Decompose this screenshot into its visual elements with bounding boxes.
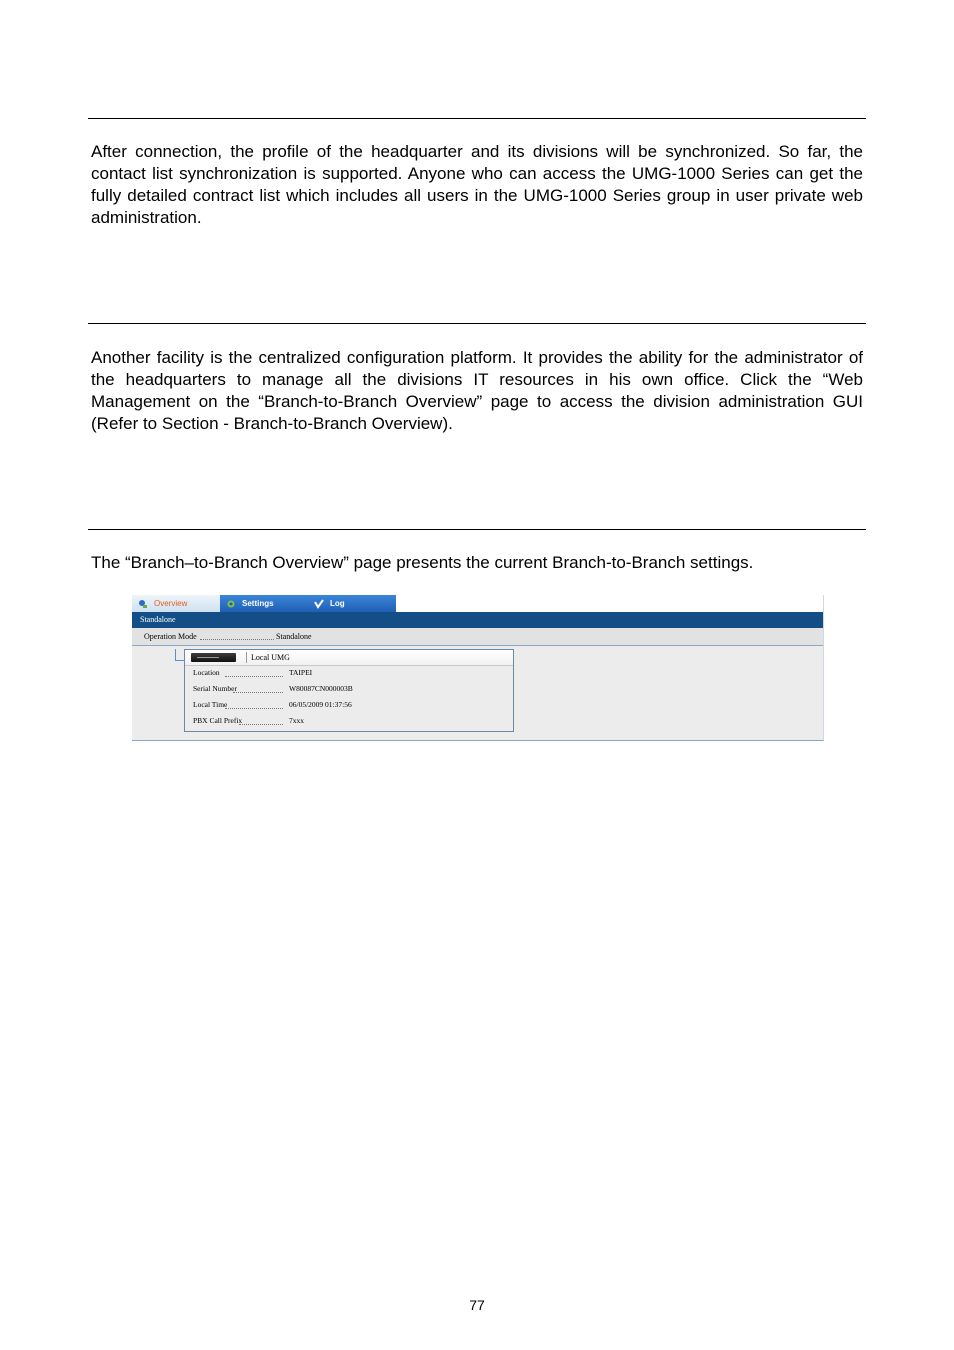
page-number: 77: [469, 1297, 485, 1313]
device-row-local-time: [185, 697, 513, 713]
dotted-leader: [225, 676, 283, 677]
dotted-leader: [225, 708, 283, 709]
operation-mode-value: Standalone: [276, 632, 312, 641]
section-rule-2: [88, 323, 866, 324]
operation-mode-row: [132, 628, 823, 646]
device-row-pbx-prefix: [185, 713, 513, 729]
local-umg-card: [184, 649, 514, 732]
paragraph-config-platform: Another facility is the centralized configuration platform. It provides the ability for the administrator of the headquarters to manage all the divisions IT resources in his own office. Click the “Web Management on the “Branch-to-Branch Overview” page to access the division administration GUI (Refer to Section - Branch-to-Branch Overview).: [91, 348, 863, 433]
row-label: Serial Number: [193, 684, 237, 693]
tab-log-label: Log: [330, 599, 345, 608]
device-row-location: [185, 665, 513, 681]
header-divider: [246, 652, 247, 663]
row-value: W80087CN000003B: [289, 684, 353, 693]
tree-connector: [175, 649, 184, 661]
overview-icon: [138, 599, 148, 609]
log-icon: [314, 599, 324, 609]
settings-gear-icon: [226, 599, 236, 609]
row-label: Location: [193, 668, 220, 677]
row-value: 06/05/2009 01:37:56: [289, 700, 352, 709]
branch-overview-screenshot: [132, 595, 824, 741]
row-label: Local Time: [193, 700, 228, 709]
row-label: PBX Call Prefix: [193, 716, 243, 725]
tab-settings[interactable]: [220, 595, 308, 612]
paragraph-sync: After connection, the profile of the headquarter and its divisions will be synchronized. So far, the contact list synchronization is supported. Anyone who can access the UMG-1000 Series can get the fully detailed contract list which includes all users in the UMG-1000 Series group in user private web administration.: [91, 142, 863, 227]
row-value: TAIPEI: [289, 668, 313, 677]
device-row-serial: [185, 681, 513, 697]
row-value: 7xxx: [289, 716, 304, 725]
dotted-leader: [200, 639, 274, 640]
dotted-leader: [233, 692, 283, 693]
section-rule-1: [88, 118, 866, 119]
operation-mode-label: Operation Mode: [144, 632, 197, 641]
mode-header-bar: Standalone: [132, 612, 823, 628]
dotted-leader: [239, 724, 283, 725]
tab-overview-label: Overview: [154, 599, 188, 608]
tab-overview[interactable]: [132, 595, 220, 612]
paragraph-overview-intro: The “Branch–to-Branch Overview” page presents the current Branch-to-Branch settings.: [91, 553, 754, 572]
tab-log[interactable]: [308, 595, 396, 612]
device-icon: [191, 653, 236, 662]
section-rule-3: [88, 529, 866, 530]
tab-settings-label: Settings: [242, 599, 274, 608]
card-header: [185, 650, 513, 666]
device-title: Local UMG: [251, 653, 290, 662]
tab-bar: [132, 595, 823, 612]
